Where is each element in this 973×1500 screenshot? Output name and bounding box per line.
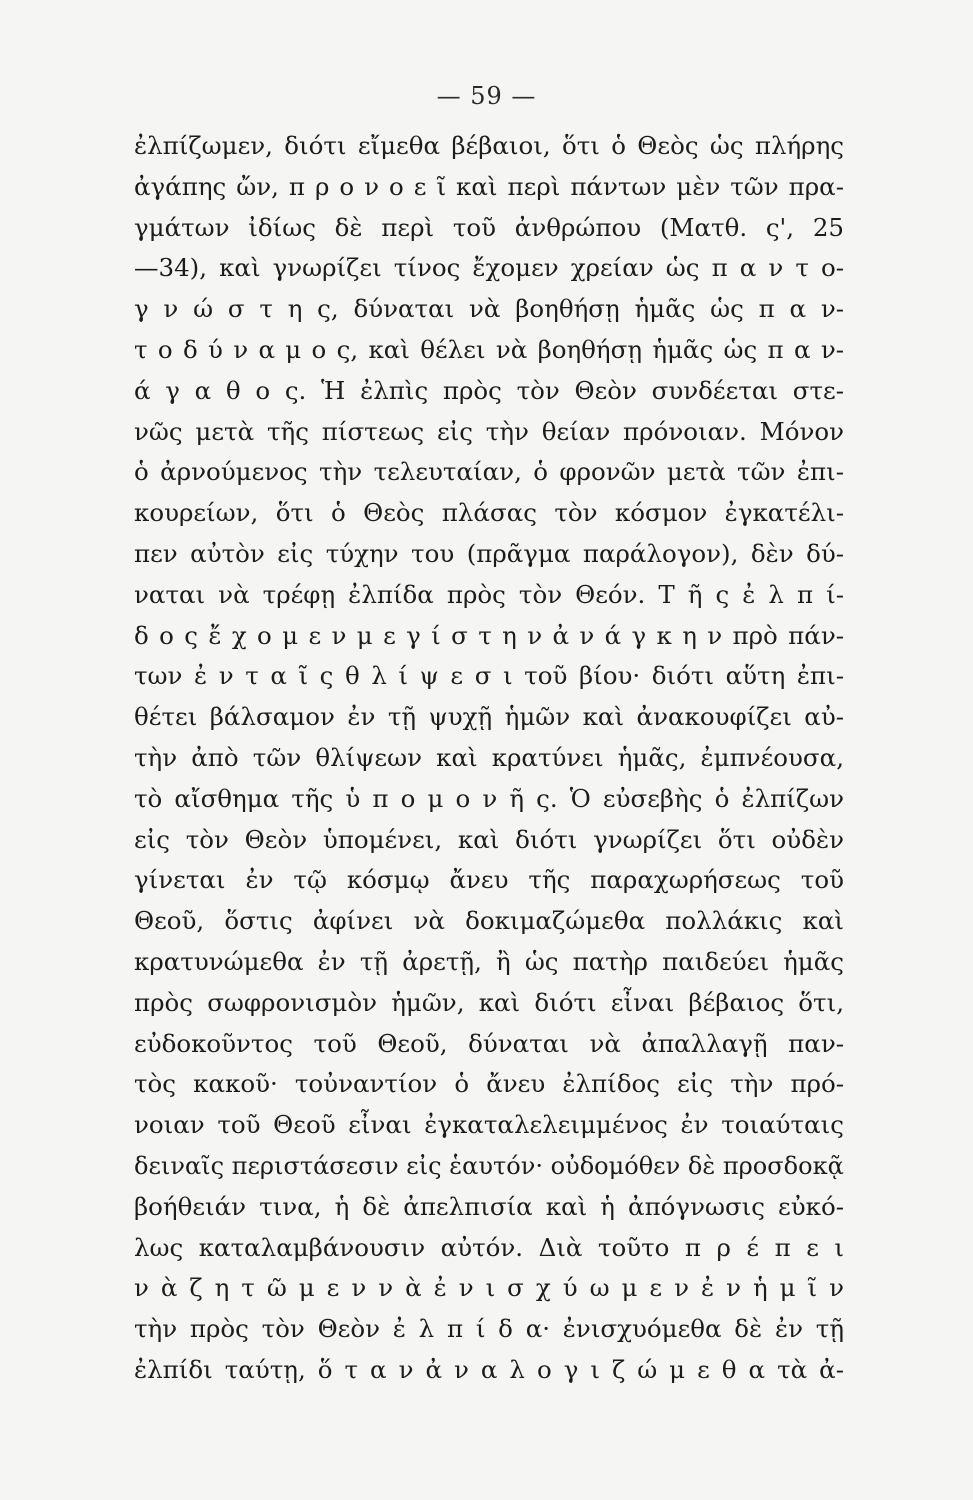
text-line-27: βοήθειάν τινα, ἡ δὲ ἀπελπισία καὶ ἡ ἀπόγνωσις εὐκό- <box>134 1191 844 1221</box>
text-line-6: τ ο δ ύ ν α μ ο ς, καὶ θέλει νὰ βοηθήσῃ ἡμᾶς ὡς π α ν- <box>134 334 844 364</box>
text-line-17: τὸ αἴσθημα τῆς ὑ π ο μ ο ν ῆ ς. Ὁ εὐσεβὴς ὁ ἐλπίζων <box>134 783 844 813</box>
text-line-14: των ἐ ν τ α ῖ ς θ λ ί ψ ε σ ι τοῦ βίου· διότι αὕτη ἐπι- <box>134 661 844 691</box>
text-line-18: εἰς τὸν Θεὸν ὑπομένει, καὶ διότι γνωρίζει ὅτι οὐδὲν <box>134 824 844 854</box>
text-line-10: κουρείων, ὅτι ὁ Θεὸς πλάσας τὸν κόσμον ἐγκατέλι- <box>134 498 844 528</box>
text-line-12: ναται νὰ τρέφῃ ἐλπίδα πρὸς τὸν Θεόν. Τ ῆ ς ἐ λ π ί- <box>134 579 844 609</box>
text-line-21: κρατυνώμεθα ἐν τῇ ἀρετῇ, ἢ ὡς πατὴρ παιδεύει ἡμᾶς <box>134 946 844 976</box>
text-line-20: Θεοῦ, ὅστις ἀφίνει νὰ δοκιμαζώμεθα πολλάκις καὶ <box>134 906 844 936</box>
text-line-29: ν ὰ ζ η τ ῶ μ ε ν ν ὰ ἐ ν ι σ χ ύ ω μ ε ν ἐ ν ἡ μ ῖ ν <box>134 1273 844 1303</box>
text-line-15: θέτει βάλσαμον ἐν τῇ ψυχῇ ἡμῶν καὶ ἀνακουφίζει αὐ- <box>134 702 844 732</box>
text-line-3: γμάτων ἰδίως δὲ περὶ τοῦ ἀνθρώπου (Ματθ. ς', 25 <box>134 212 844 242</box>
text-line-1: ἐλπίζωμεν, διότι εἴμεθα βέβαιοι, ὅτι ὁ Θεὸς ὡς πλήρης <box>134 131 844 160</box>
text-line-9: ὁ ἀρνούμενος τὴν τελευταίαν, ὁ φρονῶν μετὰ τῶν ἐπι- <box>134 457 844 487</box>
text-line-2: ἀγάπης ὤν, π ρ ο ν ο ε ῖ καὶ περὶ πάντων μὲν τῶν πρα- <box>134 171 844 201</box>
text-line-7: ά γ α θ ο ς. Ἡ ἐλπὶς πρὸς τὸν Θεὸν συνδέεται στε- <box>134 375 844 405</box>
text-line-30: τὴν πρὸς τὸν Θεὸν ἐ λ π ί δ α· ἐνισχυόμεθα δὲ ἐν τῇ <box>134 1314 844 1344</box>
text-line-19: γίνεται ἐν τῷ κόσμῳ ἄνευ τῆς παραχωρήσεως τοῦ <box>134 865 844 895</box>
text-line-25: νοιαν τοῦ Θεοῦ εἶναι ἐγκαταλελειμμένος ἐν τοιαύταις <box>134 1110 844 1140</box>
text-line-22: πρὸς σωφρονισμὸν ἡμῶν, καὶ διότι εἶναι βέβαιος ὅτι, <box>134 987 844 1017</box>
text-line-26: δειναῖς περιστάσεσιν εἰς ἑαυτόν· οὐδομόθεν δὲ προσδοκᾷ <box>134 1150 844 1180</box>
text-line-4: —34), καὶ γνωρίζει τίνος ἔχομεν χρείαν ὡς π α ν τ ο- <box>134 253 844 283</box>
text-line-11: πεν αὐτὸν εἰς τύχην του (πρᾶγμα παράλογον), δὲν δύ- <box>134 538 844 568</box>
text-line-24: τὸς κακοῦ· τοὐναντίον ὁ ἄνευ ἐλπίδος εἰς τὴν πρό- <box>134 1069 844 1099</box>
text-line-13: δ ο ς ἔ χ ο μ ε ν μ ε γ ί σ τ η ν ἀ ν ά γ κ η ν πρὸ πάν- <box>134 620 844 650</box>
text-line-31: ἐλπίδι ταύτῃ, ὅ τ α ν ἀ ν α λ ο γ ι ζ ώ μ ε θ α τὰ ἀ- <box>134 1354 844 1384</box>
text-line-5: γ ν ώ σ τ η ς, δύναται νὰ βοηθήσῃ ἡμᾶς ὡς π α ν- <box>134 294 844 324</box>
text-line-16: τὴν ἀπὸ τῶν θλίψεων καὶ κρατύνει ἡμᾶς, ἐμπνέουσα, <box>134 742 844 772</box>
text-line-23: εὐδοκοῦντος τοῦ Θεοῦ, δύναται νὰ ἀπαλλαγῇ παν- <box>134 1028 844 1058</box>
body-text <box>134 126 844 1391</box>
text-line-8: νῶς μετὰ τῆς πίστεως εἰς τὴν θείαν πρόνοιαν. Μόνον <box>134 416 844 446</box>
page-number: — 59 — <box>436 82 537 110</box>
text-line-28: λως καταλαμβάνουσιν αὐτόν. Διὰ τοῦτο π ρ έ π ε ι <box>134 1232 844 1262</box>
